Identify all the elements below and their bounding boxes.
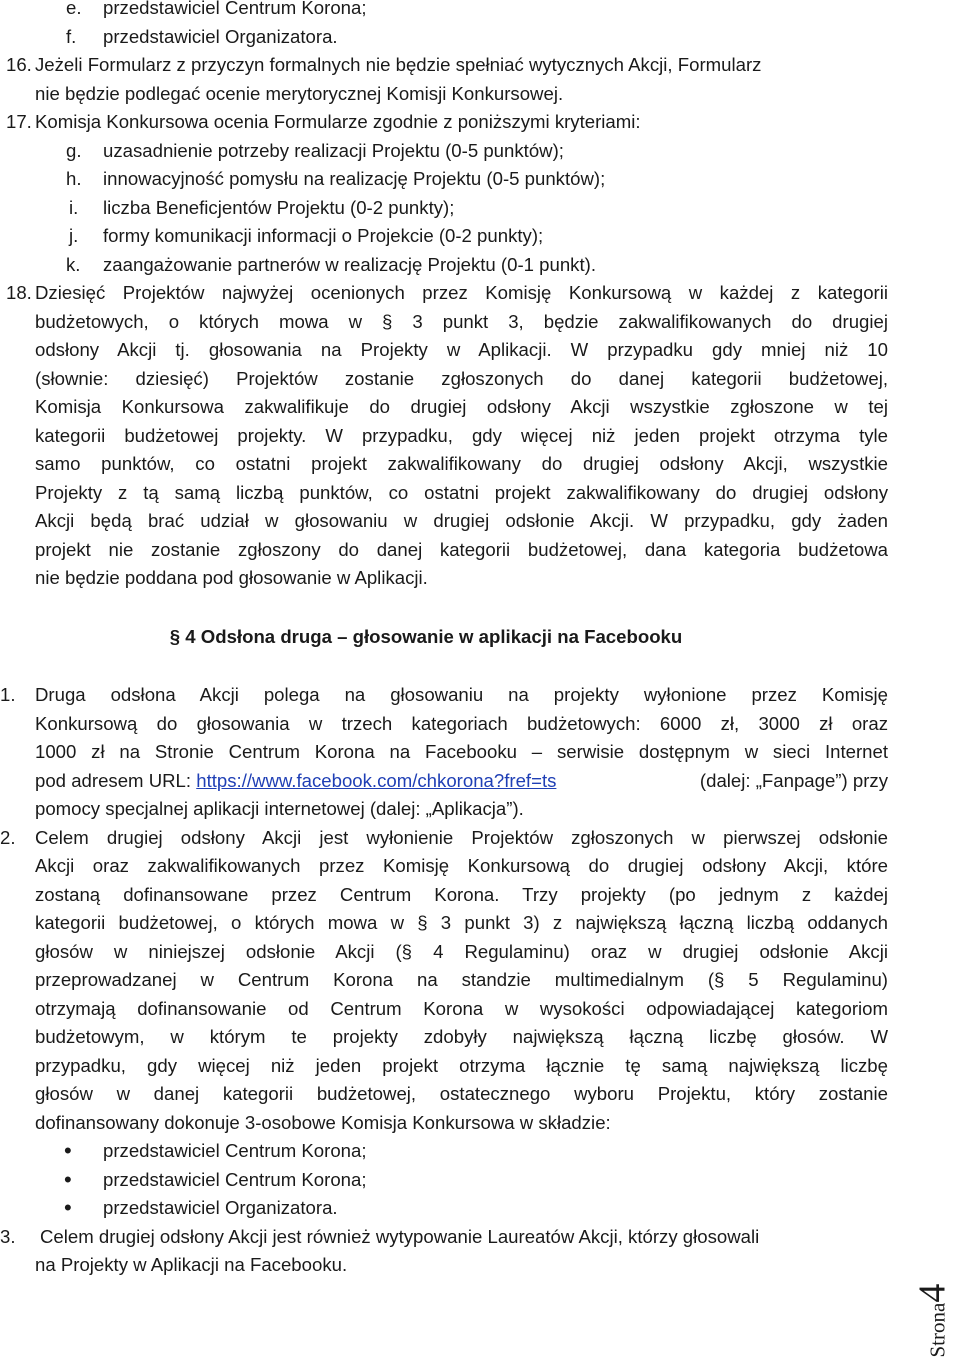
paragraph-line: Projekty z tą samą liczbą punktów, co ostatni projekt zakwalifikowany do drugiej odsłony [35,481,888,503]
paragraph-number: 2. [0,826,16,848]
list-text: formy komunikacji informacji o Projekcie (0-2 punkty); [103,225,544,246]
paragraph-line: Jeżeli Formularz z przyczyn formalnych nie będzie spełniać wytycznych Akcji, Formularz [35,54,762,75]
paragraph-line: (słownie: dziesięć) Projektów zostanie zgłoszonych do danej kategorii budżetowej, [35,367,888,389]
bullet-icon: • [64,1166,72,1192]
list-text: przedstawiciel Organizatora. [103,25,338,47]
paragraph-number: 3. [0,1225,16,1247]
section-paragraph-2-line [0,966,960,995]
paragraph-line: Akcji będą brać udział w głosowaniu w drugiej odsłonie Akcji. W przypadku, gdy żaden [35,510,888,531]
paragraph-18 [0,279,960,308]
spacer [0,651,960,681]
list-marker: e. [66,0,82,18]
paragraph-line: Komisja Konkursowa zakwalifikuje do drugiej odsłony Akcji wszystkie zgłoszone w tej [35,396,888,417]
page-footer [911,1237,956,1357]
criteria-item [0,251,960,280]
paragraph-18-line [0,450,960,479]
paragraph-line: budżetowym, w którym te projekty zdobyły największą łączną liczbę głosów. W [35,1026,888,1047]
paragraph-line: odsłony Akcji tj. głosowania na Projekty w Aplikacji. W przypadku gdy mniej niż 10 [35,339,888,360]
url-suffix: (dalej: „Fanpage”) przy [699,769,888,791]
list-text: przedstawiciel Organizatora. [103,1197,338,1218]
section-paragraph-2 [0,824,960,853]
list-marker: f. [66,25,77,47]
section-paragraph-3 [0,1223,960,1252]
list-text: przedstawiciel Centrum Korona; [103,0,367,18]
section-paragraph-2-line [0,1052,960,1081]
paragraph-17 [0,108,960,137]
paragraph-line: głosów w niniejszej odsłonie Akcji (§ 4 Regulaminu) oraz w drugiej odsłonie Akcji [35,940,888,962]
paragraph-number: 1. [0,684,16,705]
criteria-item [0,137,960,166]
section-paragraph-1-line [0,710,960,739]
list-marker: h. [66,168,82,189]
paragraph-line: kategorii budżetowej projekty. W przypadku, gdy więcej niż jeden projekt otrzyma tyle [35,424,888,446]
paragraph-line [35,767,556,796]
paragraph-line: nie będzie poddana pod głosowanie w Aplikacji. [35,567,428,588]
list-marker: j. [69,225,79,246]
page-label: Strona [925,1302,950,1357]
paragraph-18-line [0,422,960,451]
paragraph-line: przeprowadzanej w Centrum Korona na standzie multimedialnym (§ 5 Regulaminu) [35,969,888,990]
paragraph-line: pomocy specjalnej aplikacji internetowej (dalej: „Aplikacja”). [35,798,524,819]
section-paragraph-2-line [0,938,960,967]
paragraph-line: samo punktów, co ostatni projekt zakwalifikowany do drugiej odsłony Akcji, wszystkie [35,453,888,474]
paragraph-number: 17. [6,111,32,132]
bullet-icon: • [64,1195,72,1220]
paragraph-18-line [0,336,960,365]
paragraph-18-line [0,393,960,422]
list-marker: i. [69,196,79,218]
paragraph-line: Komisja Konkursowa ocenia Formularze zgodnie z poniższymi kryteriami: [35,111,641,132]
section-heading: § 4 Odsłona druga – głosowanie w aplikacji na Facebooku [169,625,683,647]
section-paragraph-3-line [0,1251,960,1280]
paragraph-18-line [0,564,960,593]
paragraph-line: na Projekty w Aplikacji na Facebooku. [35,1254,348,1275]
paragraph-18-line [0,479,960,508]
bullet-item [0,1194,960,1223]
paragraph-line: głosów w danej kategorii budżetowej, ostatecznego wyboru Projektu, który zostanie [35,1083,888,1104]
paragraph-line: zostaną dofinansowane przez Centrum Korona. Trzy projekty (po jednym z każdej [35,883,888,905]
section-paragraph-2-line [0,1080,960,1109]
url-prefix: pod adresem URL: [35,769,197,791]
section-paragraph-1-line [0,767,960,796]
section-paragraph-1-line [0,795,960,824]
criteria-item [0,165,960,194]
criteria-item [0,194,960,223]
paragraph-16 [0,51,960,80]
list-text: przedstawiciel Centrum Korona; [103,1168,367,1190]
paragraph-number: 16. [6,54,32,75]
bullet-item [0,1137,960,1166]
list-marker: g. [66,139,82,161]
paragraph-18-line [0,536,960,565]
section-paragraph-2-line [0,852,960,881]
spacer [0,593,960,623]
fanpage-link[interactable]: https://www.facebook.com/chkorona?fref=ts [196,769,557,791]
section-paragraph-2-line [0,1023,960,1052]
list-item [0,23,960,52]
list-text: przedstawiciel Centrum Korona; [103,1140,367,1161]
criteria-item [0,222,960,251]
bullet-icon: • [64,1138,72,1163]
paragraph-line: 1000 zł na Stronie Centrum Korona na Facebooku – serwisie dostępnym w sieci Internet [35,741,888,762]
paragraph-line: otrzymają dofinansowanie od Centrum Korona w wysokości odpowiadającej kategoriom [35,997,888,1019]
page-number-label [911,1283,955,1357]
bullet-item [0,1166,960,1195]
list-text: innowacyjność pomysłu na realizację Projektu (0-5 punktów); [103,168,606,189]
paragraph-line: dofinansowany dokonuje 3-osobowe Komisja Konkursowa w składzie: [35,1111,611,1133]
paragraph-line: Akcji oraz zakwalifikowanych przez Komisję Konkursową do drugiej odsłony Akcji, które [35,855,888,876]
paragraph-line: projekt nie zostanie zgłoszony do danej kategorii budżetowej, dana kategoria budżetowa [35,538,888,560]
paragraph-line: nie będzie podlegać ocenie merytorycznej Komisji Konkursowej. [35,82,564,104]
section-paragraph-2-line [0,881,960,910]
paragraph-line: kategorii budżetowej, o których mowa w § 3 punkt 3) z największą łączną liczbą oddanych [35,912,888,933]
paragraph-18-line [0,308,960,337]
list-text: zaangażowanie partnerów w realizację Projektu (0-1 punkt). [103,253,596,275]
list-item [0,0,960,23]
section-paragraph-1-line [0,738,960,767]
section-paragraph-2-line [0,909,960,938]
paragraph-line: Celem drugiej odsłony Akcji jest wyłonienie Projektów zgłoszonych w pierwszej odsłonie [35,826,888,848]
section-heading-row [0,623,960,652]
paragraph-line: budżetowych, o których mowa w § 3 punkt 3, będzie zakwalifikowanych do drugiej [35,310,888,332]
page-number: 4 [911,1283,954,1303]
section-paragraph-1 [0,681,960,710]
section-paragraph-2-line [0,995,960,1024]
paragraph-16-continued [0,80,960,109]
paragraph-number: 18. [6,282,32,303]
paragraph-line: Celem drugiej odsłony Akcji jest również wytypowanie Laureatów Akcji, którzy głosowali [40,1225,760,1247]
paragraph-line: Dziesięć Projektów najwyżej ocenionych przez Komisję Konkursową w każdej z kategorii [35,282,888,303]
list-text: liczba Beneficjentów Projektu (0-2 punkty); [103,196,455,218]
paragraph-18-line [0,365,960,394]
paragraph-18-line [0,507,960,536]
list-marker: k. [66,253,81,275]
list-text: uzasadnienie potrzeby realizacji Projektu (0-5 punktów); [103,139,564,161]
section-paragraph-2-line [0,1109,960,1138]
paragraph-line: przypadku, gdy więcej niż jeden projekt otrzyma łącznie tę samą największą liczbę [35,1054,888,1076]
paragraph-line: Druga odsłona Akcji polega na głosowaniu na projekty wyłonione przez Komisję [35,684,888,705]
paragraph-line: Konkursową do głosowania w trzech kategoriach budżetowych: 6000 zł, 3000 zł oraz [35,712,888,734]
